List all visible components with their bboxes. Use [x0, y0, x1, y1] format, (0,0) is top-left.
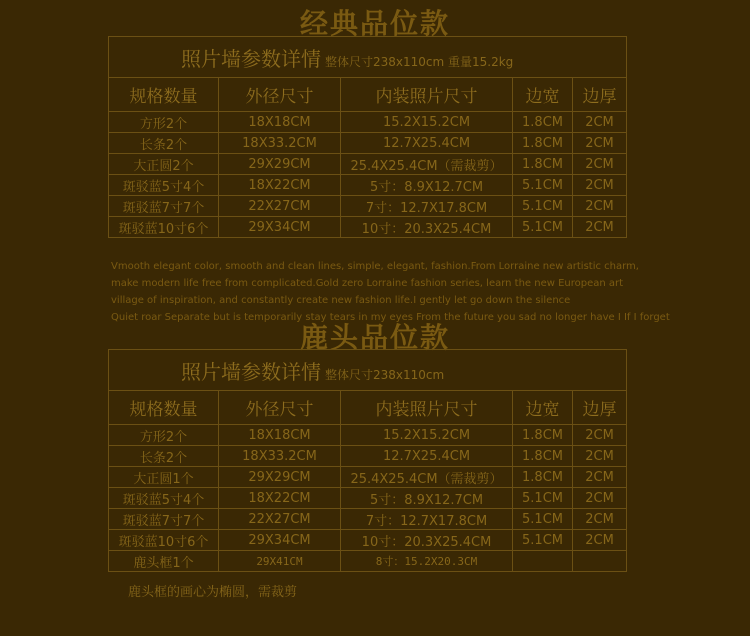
table-cell: 1.8CM — [513, 446, 573, 467]
table-row — [109, 217, 627, 238]
caption-main: 照片墙参数详情 — [181, 46, 321, 71]
table-cell: 5.1CM — [513, 488, 573, 509]
table-row — [109, 551, 627, 572]
description-line: Vmooth elegant color, smooth and clean lines, simple, elegant, fashion.From Lorraine new artistic charm, — [111, 261, 639, 272]
table-row — [109, 467, 627, 488]
table-row — [109, 133, 627, 154]
table-cell: 29X41CM — [219, 551, 341, 572]
table-cell: 1.8CM — [513, 467, 573, 488]
table-cell: 1.8CM — [513, 112, 573, 133]
caption-sub: 整体尺寸238x110cm 重量15.2kg — [325, 54, 514, 69]
table-cell: 长条2个 — [109, 446, 219, 467]
table-cell: 10寸：20.3X25.4CM — [341, 530, 513, 551]
table-cell: 2CM — [573, 112, 627, 133]
table-cell: 2CM — [573, 133, 627, 154]
table-cell: 斑驳蓝10寸6个 — [109, 217, 219, 238]
table-row — [109, 112, 627, 133]
table-cell: 斑驳蓝10寸6个 — [109, 530, 219, 551]
table-cell: 29X29CM — [219, 154, 341, 175]
caption-sub: 整体尺寸238x110cm — [325, 367, 445, 382]
header-cell: 外径尺寸 — [219, 78, 341, 112]
table-cell: 1.8CM — [513, 425, 573, 446]
table-cell: 12.7X25.4CM — [341, 446, 513, 467]
table-cell: 2CM — [573, 509, 627, 530]
table-cell: 29X34CM — [219, 217, 341, 238]
spec-table-classic — [108, 36, 627, 238]
table-cell: 29X29CM — [219, 467, 341, 488]
header-cell: 边宽 — [513, 78, 573, 112]
table-caption — [109, 350, 627, 391]
table-header-row — [109, 391, 627, 425]
table-cell: 5寸：8.9X12.7CM — [341, 488, 513, 509]
table-row — [109, 175, 627, 196]
description-line: Quiet roar Separate but is temporarily stay tears in my eyes From the future you sad no longer have I If I forget — [111, 312, 670, 323]
table-header-row — [109, 78, 627, 112]
table-cell: 18X18CM — [219, 112, 341, 133]
header-cell: 规格数量 — [109, 78, 219, 112]
description-line: village of inspiration, and constantly create new fashion life.I gently let go down the silence — [111, 295, 571, 306]
table-cell: 方形2个 — [109, 112, 219, 133]
spec-table-deer — [108, 349, 627, 572]
table-cell: 22X27CM — [219, 196, 341, 217]
header-cell: 内装照片尺寸 — [341, 391, 513, 425]
header-cell: 边厚 — [573, 78, 627, 112]
table-caption — [109, 37, 627, 78]
table-cell: 5.1CM — [513, 530, 573, 551]
caption-main: 照片墙参数详情 — [181, 359, 321, 384]
table-cell: 18X22CM — [219, 488, 341, 509]
table-cell: 25.4X25.4CM（需裁剪） — [341, 154, 513, 175]
table-cell: 18X33.2CM — [219, 133, 341, 154]
header-cell: 外径尺寸 — [219, 391, 341, 425]
table-cell — [513, 551, 573, 572]
table-cell: 25.4X25.4CM（需裁剪） — [341, 467, 513, 488]
table-cell: 1.8CM — [513, 154, 573, 175]
table-cell: 8寸：15.2X20.3CM — [341, 551, 513, 572]
table-cell: 15.2X15.2CM — [341, 112, 513, 133]
table-cell: 5.1CM — [513, 196, 573, 217]
table-cell: 12.7X25.4CM — [341, 133, 513, 154]
table-row — [109, 488, 627, 509]
table-cell: 2CM — [573, 175, 627, 196]
table-cell: 2CM — [573, 446, 627, 467]
section-title-classic: 经典品位款 — [299, 7, 450, 40]
table-row — [109, 509, 627, 530]
table-cell: 斑驳蓝5寸4个 — [109, 488, 219, 509]
table-row — [109, 530, 627, 551]
table-cell: 10寸：20.3X25.4CM — [341, 217, 513, 238]
table-cell: 5寸：8.9X12.7CM — [341, 175, 513, 196]
header-cell: 内装照片尺寸 — [341, 78, 513, 112]
table-cell: 18X18CM — [219, 425, 341, 446]
table-cell: 斑驳蓝7寸7个 — [109, 196, 219, 217]
table-cell: 大正圆1个 — [109, 467, 219, 488]
table-cell: 5.1CM — [513, 509, 573, 530]
table-cell: 2CM — [573, 217, 627, 238]
table-cell: 7寸：12.7X17.8CM — [341, 509, 513, 530]
table-cell: 大正圆2个 — [109, 154, 219, 175]
table-cell: 2CM — [573, 488, 627, 509]
footnote: 鹿头框的画心为椭圆，需裁剪 — [128, 585, 298, 600]
header-cell: 边宽 — [513, 391, 573, 425]
table-row — [109, 196, 627, 217]
section-title-deer: 鹿头品位款 — [299, 321, 450, 354]
table-cell: 5.1CM — [513, 175, 573, 196]
table-cell: 斑驳蓝7寸7个 — [109, 509, 219, 530]
table-cell: 7寸：12.7X17.8CM — [341, 196, 513, 217]
table-cell: 15.2X15.2CM — [341, 425, 513, 446]
table-cell: 29X34CM — [219, 530, 341, 551]
table-row — [109, 446, 627, 467]
table-cell — [573, 551, 627, 572]
table-cell: 2CM — [573, 530, 627, 551]
table-cell: 2CM — [573, 196, 627, 217]
header-cell: 规格数量 — [109, 391, 219, 425]
header-cell: 边厚 — [573, 391, 627, 425]
table-cell: 鹿头框1个 — [109, 551, 219, 572]
table-cell: 2CM — [573, 425, 627, 446]
table-cell: 2CM — [573, 154, 627, 175]
table-row — [109, 154, 627, 175]
table-cell: 22X27CM — [219, 509, 341, 530]
description-line: make modern life free from complicated.Gold zero Lorraine fashion series, learn the new European art — [111, 278, 624, 289]
table-row — [109, 425, 627, 446]
table-cell: 2CM — [573, 467, 627, 488]
table-cell: 方形2个 — [109, 425, 219, 446]
table-cell: 5.1CM — [513, 217, 573, 238]
table-cell: 斑驳蓝5寸4个 — [109, 175, 219, 196]
table-cell: 长条2个 — [109, 133, 219, 154]
table-cell: 18X22CM — [219, 175, 341, 196]
table-cell: 18X33.2CM — [219, 446, 341, 467]
table-cell: 1.8CM — [513, 133, 573, 154]
